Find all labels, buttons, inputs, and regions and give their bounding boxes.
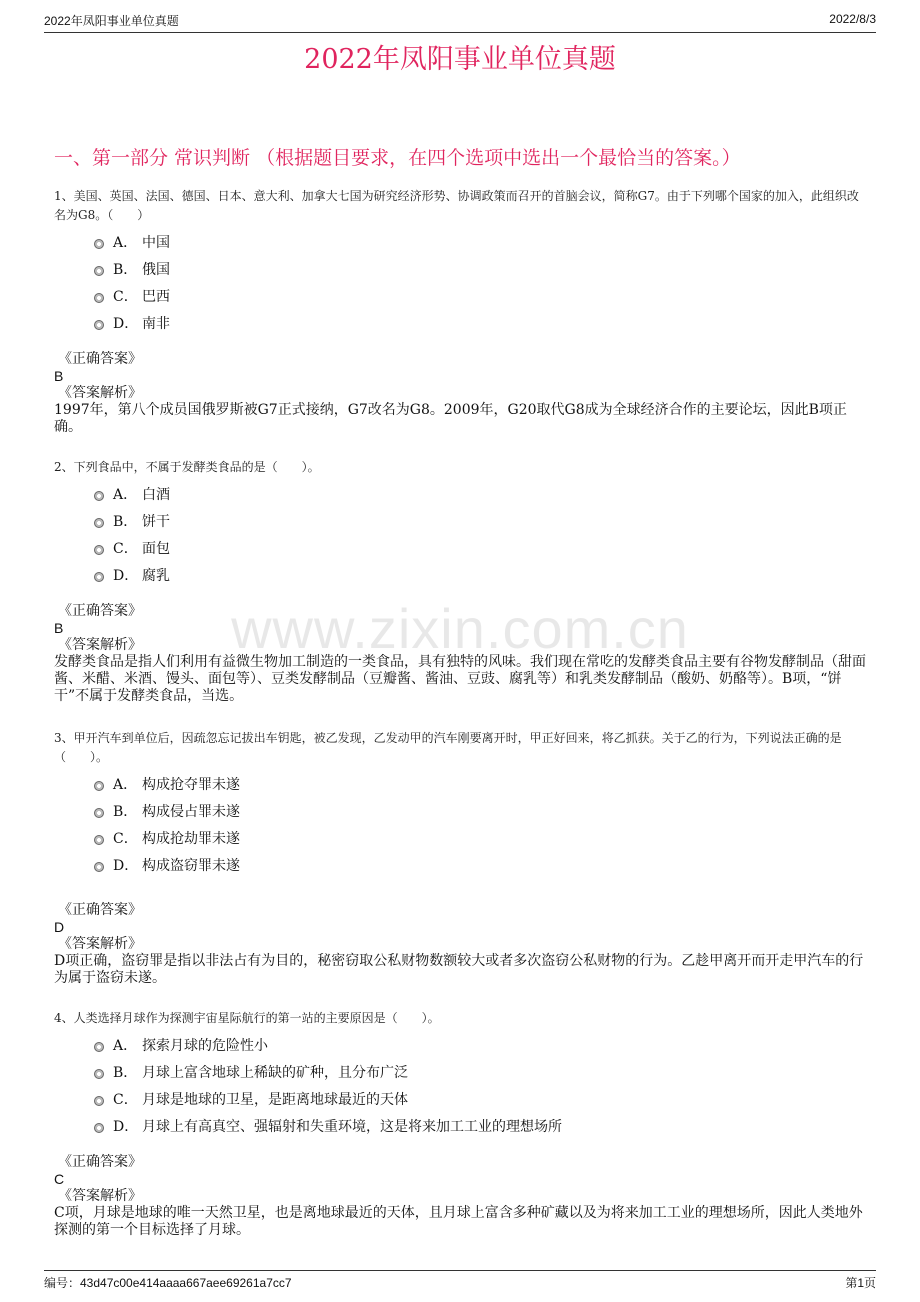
option-c[interactable] — [94, 284, 870, 311]
option-b[interactable] — [94, 257, 870, 284]
option-list — [94, 1033, 870, 1141]
analysis-label: 《答案解析》 — [58, 1188, 142, 1204]
radio-icon[interactable] — [94, 266, 104, 276]
answer-label: 《正确答案》 — [58, 1154, 142, 1170]
option-a[interactable] — [94, 1033, 870, 1060]
option-c[interactable] — [94, 826, 870, 853]
page-title: 2022年凤阳事业单位真题 — [304, 44, 616, 75]
option-text: 构成侵占罪未遂 — [142, 804, 240, 820]
watermark: www.zixin.com.cn — [231, 597, 689, 660]
question-stem: 3、甲开汽车到单位后，因疏忽忘记拔出车钥匙，被乙发现，乙发动甲的汽车刚要离开时，甲正好回来，将乙抓获。关于乙的行为，下列说法正确的是（ ）。 — [54, 731, 842, 764]
option-text: 探索月球的危险性小 — [142, 1038, 268, 1054]
analysis-label: 《答案解析》 — [58, 637, 142, 653]
option-d[interactable] — [94, 563, 870, 590]
footer-doc-id: 编号：43d47c00e414aaaa667aee69261a7cc7 — [44, 1276, 292, 1290]
answer-label: 《正确答案》 — [58, 603, 142, 619]
option-text: 月球是地球的卫星，是距离地球最近的天体 — [142, 1092, 408, 1108]
option-letter: C． — [113, 831, 138, 847]
option-letter: A． — [113, 487, 138, 503]
analysis-label: 《答案解析》 — [58, 385, 142, 401]
radio-icon[interactable] — [94, 835, 104, 845]
option-text: 饼干 — [142, 514, 170, 530]
option-letter: A． — [113, 777, 138, 793]
option-letter: B． — [113, 1065, 138, 1081]
correct-answer: B — [54, 368, 64, 384]
option-text: 月球上有高真空、强辐射和失重环境，这是将来加工工业的理想场所 — [142, 1119, 562, 1135]
radio-icon[interactable] — [94, 862, 104, 872]
question-stem: 4、人类选择月球作为探测宇宙星际航行的第一站的主要原因是（ ）。 — [54, 1011, 440, 1025]
radio-icon[interactable] — [94, 239, 104, 249]
option-a[interactable] — [94, 772, 870, 799]
answer-block-2 — [54, 603, 870, 705]
radio-icon[interactable] — [94, 1042, 104, 1052]
option-text: 中国 — [142, 235, 170, 251]
option-b[interactable] — [94, 509, 870, 536]
radio-icon[interactable] — [94, 1123, 104, 1133]
option-letter: C． — [113, 1092, 138, 1108]
option-text: 构成抢夺罪未遂 — [142, 777, 240, 793]
radio-icon[interactable] — [94, 1069, 104, 1079]
question-3 — [54, 729, 870, 880]
option-text: 白酒 — [142, 487, 170, 503]
radio-icon[interactable] — [94, 491, 104, 501]
section-heading: 一、第一部分 常识判断 （根据题目要求，在四个选项中选出一个最恰当的答案。） — [54, 147, 741, 169]
analysis-text: D项正确，盗窃罪是指以非法占有为目的，秘密窃取公私财物数额较大或者多次盗窃公私财物的行为。乙趁甲离开而开走甲汽车的行为属于盗窃未遂。 — [54, 953, 864, 986]
page-header — [44, 12, 876, 33]
radio-icon[interactable] — [94, 545, 104, 555]
analysis-text: C项，月球是地球的唯一天然卫星，也是离地球最近的天体，且月球上富含多种矿藏以及为将来加工工业的理想场所，因此人类地外探测的第一个目标选择了月球。 — [54, 1205, 863, 1238]
option-letter: B． — [113, 262, 138, 278]
header-date: 2022/8/3 — [829, 12, 876, 26]
question-4 — [54, 1009, 870, 1141]
radio-icon[interactable] — [94, 1096, 104, 1106]
radio-icon[interactable] — [94, 572, 104, 582]
answer-block-1 — [54, 351, 870, 436]
option-text: 俄国 — [142, 262, 170, 278]
option-b[interactable] — [94, 1060, 870, 1087]
analysis-label: 《答案解析》 — [58, 936, 142, 952]
footer-page-number: 第1页 — [845, 1276, 876, 1290]
answer-block-3 — [54, 902, 870, 987]
question-stem: 1、美国、英国、法国、德国、日本、意大利、加拿大七国为研究经济形势、协调政策而召开的首脑会议，简称G7。由于下列哪个国家的加入，此组织改名为G8。（ ） — [54, 189, 859, 222]
question-stem: 2、下列食品中，不属于发酵类食品的是（ ）。 — [54, 460, 320, 474]
option-text: 南非 — [142, 316, 170, 332]
radio-icon[interactable] — [94, 781, 104, 791]
radio-icon[interactable] — [94, 320, 104, 330]
option-text: 构成抢劫罪未遂 — [142, 831, 240, 847]
option-text: 构成盗窃罪未遂 — [142, 858, 240, 874]
header-doc-title: 2022年凤阳事业单位真题 — [44, 14, 179, 28]
question-1 — [54, 187, 870, 338]
option-c[interactable] — [94, 536, 870, 563]
option-letter: B． — [113, 804, 138, 820]
option-text: 月球上富含地球上稀缺的矿种，且分布广泛 — [142, 1065, 408, 1081]
option-letter: A． — [113, 235, 138, 251]
option-c[interactable] — [94, 1087, 870, 1114]
radio-icon[interactable] — [94, 518, 104, 528]
option-letter: A． — [113, 1038, 138, 1054]
question-2 — [54, 458, 870, 590]
answer-label: 《正确答案》 — [58, 351, 142, 367]
option-text: 面包 — [142, 541, 170, 557]
correct-answer: B — [54, 620, 64, 636]
option-letter: D． — [113, 858, 139, 874]
option-d[interactable] — [94, 311, 870, 338]
option-letter: B． — [113, 514, 138, 530]
option-text: 腐乳 — [142, 568, 170, 584]
option-list — [94, 772, 870, 880]
option-a[interactable] — [94, 482, 870, 509]
analysis-text: 1997年，第八个成员国俄罗斯被G7正式接纳，G7改名为G8。2009年，G20取代G8成为全球经济合作的主要论坛，因此B项正确。 — [54, 402, 847, 435]
page-footer — [44, 1270, 876, 1291]
option-letter: D． — [113, 316, 139, 332]
analysis-text: 发酵类食品是指人们利用有益微生物加工制造的一类食品，具有独特的风味。我们现在常吃的发酵类食品主要有谷物发酵制品（甜面酱、米醋、米酒、馒头、面包等）、豆类发酵制品（豆瓣酱、酱油、豆豉、腐乳等）和乳类发酵制品（酸奶、奶酪等）。B项，“饼干”不属于发酵类食品，当选。 — [54, 654, 866, 704]
option-letter: C． — [113, 289, 138, 305]
option-d[interactable] — [94, 853, 870, 880]
option-text: 巴西 — [142, 289, 170, 305]
option-list — [94, 482, 870, 590]
correct-answer: C — [54, 1171, 65, 1187]
option-letter: C． — [113, 541, 138, 557]
option-list — [94, 230, 870, 338]
option-letter: D． — [113, 1119, 139, 1135]
option-b[interactable] — [94, 799, 870, 826]
answer-label: 《正确答案》 — [58, 902, 142, 918]
option-letter: D． — [113, 568, 139, 584]
option-d[interactable] — [94, 1114, 870, 1141]
correct-answer: D — [54, 919, 65, 935]
radio-icon[interactable] — [94, 293, 104, 303]
option-a[interactable] — [94, 230, 870, 257]
answer-block-4 — [54, 1154, 870, 1239]
radio-icon[interactable] — [94, 808, 104, 818]
